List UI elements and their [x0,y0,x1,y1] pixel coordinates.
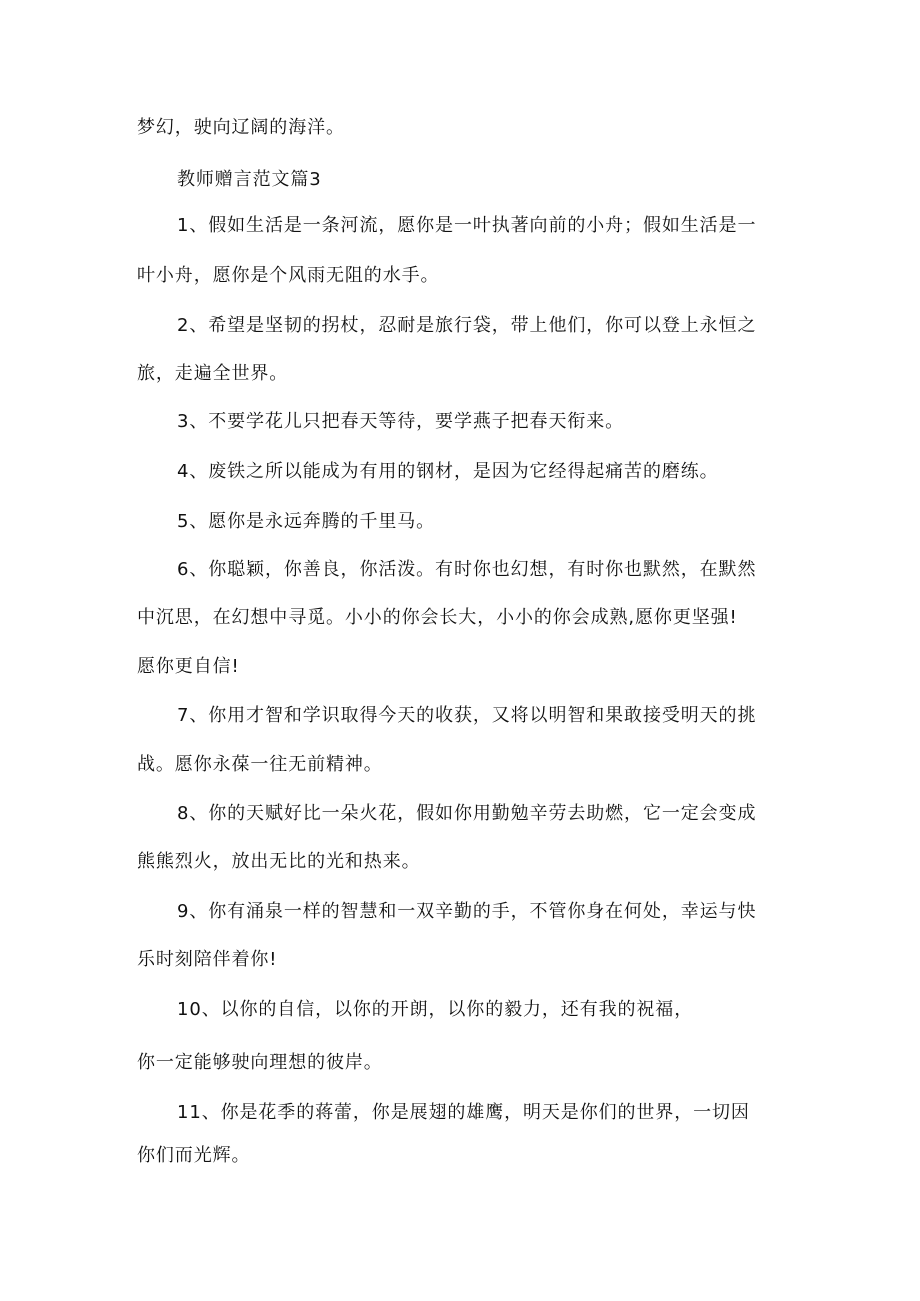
text-line-11: 中沉思，在幻想中寻觅。小小的你会长大，小小的你会成熟,愿你更坚强! [137,607,738,628]
text-line-5: 2、希望是坚韧的拐杖，忍耐是旅行袋，带上他们，你可以登上永恒之 [177,315,757,336]
text-line-21: 11、你是花季的蒋蕾，你是展翅的雄鹰，明天是你们的世界，一切因 [177,1102,750,1123]
text-line-10: 6、你聪颖，你善良，你活泼。有时你也幻想，有时你也默然，在默然 [177,559,757,580]
text-line-16: 熊熊烈火，放出无比的光和热来。 [137,851,421,872]
text-line-18: 乐时刻陪伴着你! [137,949,278,970]
text-line-9: 5、愿你是永远奔腾的千里马。 [177,511,436,532]
text-line-15: 8、你的天赋好比一朵火花，假如你用勤勉辛劳去助燃，它一定会变成 [177,803,757,824]
text-line-20: 你一定能够驶向理想的彼岸。 [137,1052,383,1073]
text-line-3: 1、假如生活是一条河流，愿你是一叶执著向前的小舟；假如生活是一 [177,215,757,236]
text-line-1: 梦幻，驶向辽阔的海洋。 [137,117,345,138]
text-line-19: 10、以你的自信，以你的开朗，以你的毅力，还有我的祝福， [177,999,694,1020]
text-line-6: 旅，走遍全世界。 [137,363,289,384]
text-line-17: 9、你有涌泉一样的智慧和一双辛勤的手，不管你身在何处，幸运与快 [177,901,757,922]
section-heading: 教师赠言范文篇3 [177,169,322,190]
text-line-14: 战。愿你永葆一往无前精神。 [137,754,383,775]
text-line-22: 你们而光辉。 [137,1145,251,1166]
text-line-4: 叶小舟，愿你是个风雨无阻的水手。 [137,265,440,286]
text-line-12: 愿你更自信! [137,656,240,677]
text-line-8: 4、废铁之所以能成为有用的钢材，是因为它经得起痛苦的磨练。 [177,461,719,482]
text-line-7: 3、不要学花儿只把春天等待，要学燕子把春天衔来。 [177,411,625,432]
text-line-13: 7、你用才智和学识取得今天的收获，又将以明智和果敢接受明天的挑 [177,705,757,726]
